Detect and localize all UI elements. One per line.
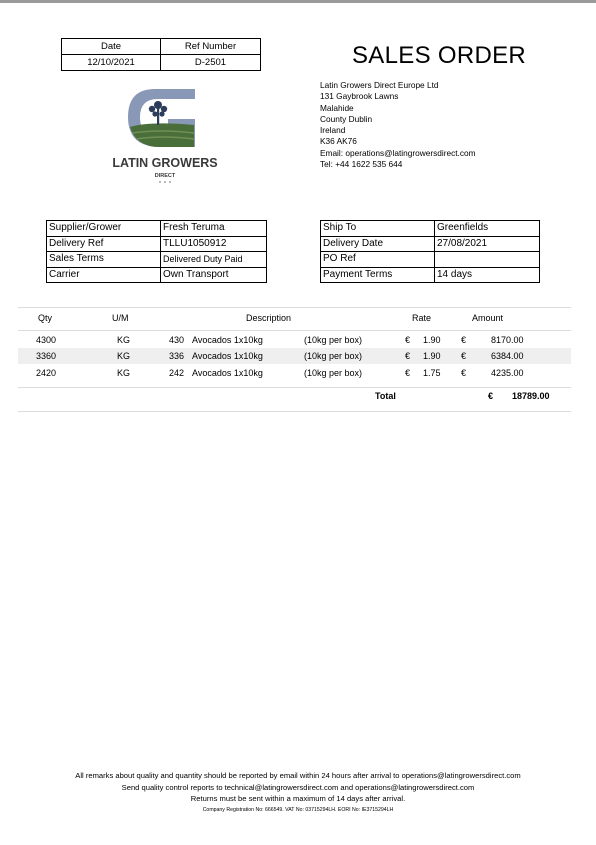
divider bbox=[18, 411, 571, 412]
address-line: 131 Gaybrook Lawns bbox=[320, 91, 399, 102]
company-logo bbox=[100, 85, 230, 185]
footer-line: Returns must be sent within a maximum of 14 days after arrival. bbox=[190, 794, 406, 803]
footer-registration: Company Registration No: 666549. VAT No: 03715294LH. EORI No: IE3715294LH bbox=[202, 806, 394, 813]
row-amount-currency: € bbox=[461, 351, 467, 361]
info-label: Delivery Ref bbox=[47, 236, 161, 252]
info-label: Payment Terms bbox=[321, 267, 435, 283]
row-boxes: 430 bbox=[169, 335, 185, 345]
info-value bbox=[435, 252, 540, 268]
footer-line: All remarks about quality and quantity should be reported by email within 24 hours after arrival to operations@latingrowersdirect.com bbox=[75, 771, 521, 780]
row-qty: 4300 bbox=[36, 335, 57, 345]
row-um: KG bbox=[117, 335, 131, 345]
divider bbox=[18, 330, 571, 331]
info-value: Fresh Teruma bbox=[161, 221, 267, 237]
info-value: TLLU1050912 bbox=[161, 236, 267, 252]
row-amount-currency: € bbox=[461, 368, 467, 378]
info-value: Delivered Duty Paid bbox=[161, 252, 267, 268]
row-rate-currency: € bbox=[405, 368, 411, 378]
order-info-right bbox=[320, 220, 540, 283]
company-address bbox=[320, 80, 476, 170]
row-boxes: 336 bbox=[169, 351, 185, 361]
row-rate-currency: € bbox=[405, 335, 411, 345]
col-qty: Qty bbox=[38, 313, 53, 323]
row-description: Avocados 1x10kg bbox=[192, 335, 263, 345]
row-rate: 1.75 bbox=[423, 368, 441, 378]
divider bbox=[18, 387, 571, 388]
order-info-left bbox=[46, 220, 267, 283]
row-note: (10kg per box) bbox=[304, 368, 363, 378]
top-border bbox=[0, 0, 596, 3]
table-row bbox=[18, 348, 571, 364]
col-rate: Rate bbox=[412, 313, 432, 323]
company-phone: Tel: +44 1622 535 644 bbox=[320, 159, 403, 170]
address-line: K36 AK76 bbox=[320, 136, 357, 147]
info-label: Sales Terms bbox=[47, 252, 161, 268]
footer-line: Send quality control reports to technical@latingrowersdirect.com and operations@latingrowersdirect.com bbox=[121, 782, 475, 792]
row-rate: 1.90 bbox=[423, 335, 441, 345]
info-label: Supplier/Grower bbox=[47, 221, 161, 237]
row-um: KG bbox=[117, 351, 131, 361]
info-value: 14 days bbox=[435, 267, 540, 283]
row-amount: 6384.00 bbox=[491, 351, 524, 361]
row-note: (10kg per box) bbox=[304, 351, 363, 361]
info-value: Own Transport bbox=[161, 267, 267, 283]
logo-subtext: DIRECT bbox=[154, 173, 176, 179]
table-row bbox=[18, 365, 571, 381]
company-email[interactable]: Email: operations@latingrowersdirect.com bbox=[320, 147, 476, 158]
row-qty: 3360 bbox=[36, 351, 57, 361]
row-amount: 4235.00 bbox=[491, 368, 524, 378]
total-amount: 18789.00 bbox=[512, 391, 550, 401]
ref-label: Ref Number bbox=[161, 39, 261, 55]
col-amount: Amount bbox=[472, 313, 504, 323]
address-line: Ireland bbox=[320, 125, 346, 136]
ref-value: D-2501 bbox=[161, 55, 261, 71]
row-rate-currency: € bbox=[405, 351, 411, 361]
date-label: Date bbox=[62, 39, 161, 55]
row-qty: 2420 bbox=[36, 368, 57, 378]
row-rate: 1.90 bbox=[423, 351, 441, 361]
info-label: Ship To bbox=[321, 221, 435, 237]
row-description: Avocados 1x10kg bbox=[192, 368, 263, 378]
footer-notes bbox=[0, 770, 596, 816]
logo-text: LATIN GROWERS bbox=[112, 156, 218, 170]
address-line: Malahide bbox=[320, 102, 354, 113]
info-label: PO Ref bbox=[321, 252, 435, 268]
address-line: County Dublin bbox=[320, 113, 373, 124]
info-value: Greenfields bbox=[435, 221, 540, 237]
logo-mark bbox=[100, 85, 230, 185]
total-label: Total bbox=[375, 391, 396, 401]
row-amount: 8170.00 bbox=[491, 335, 524, 345]
address-line: Latin Growers Direct Europe Ltd bbox=[320, 80, 439, 90]
total-currency: € bbox=[488, 391, 494, 401]
date-value: 12/10/2021 bbox=[62, 55, 161, 71]
row-description: Avocados 1x10kg bbox=[192, 351, 263, 361]
row-um: KG bbox=[117, 368, 131, 378]
col-description: Description bbox=[246, 313, 292, 323]
table-header bbox=[18, 307, 571, 329]
col-um: U/M bbox=[112, 313, 129, 323]
page-title: SALES ORDER bbox=[352, 42, 527, 69]
row-note: (10kg per box) bbox=[304, 335, 363, 345]
info-value: 27/08/2021 bbox=[435, 236, 540, 252]
row-boxes: 242 bbox=[169, 368, 185, 378]
table-row bbox=[18, 332, 571, 348]
info-label: Carrier bbox=[47, 267, 161, 283]
date-ref-box bbox=[61, 38, 261, 71]
total-row bbox=[18, 388, 571, 404]
row-amount-currency: € bbox=[461, 335, 467, 345]
info-label: Delivery Date bbox=[321, 236, 435, 252]
